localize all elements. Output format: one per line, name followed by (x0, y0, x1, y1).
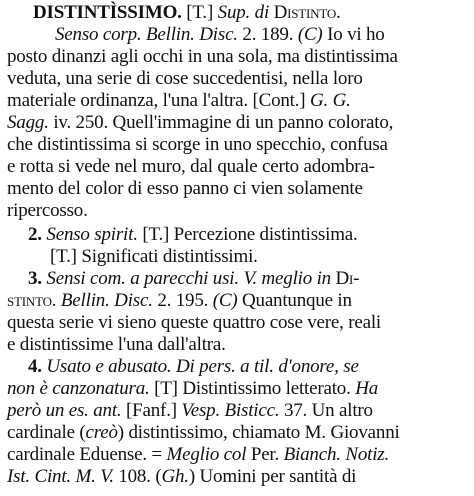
entry-line-18 (7, 378, 378, 400)
entry-line-3 (7, 46, 398, 68)
text-segment: posto dinanzi agli occhi in una sola, ma distintissima (7, 46, 398, 67)
text-segment: 2. 195. (152, 290, 213, 311)
text-segment: Vesp. Bisticc. (181, 400, 280, 421)
text-segment: . (51, 290, 61, 311)
text-segment: Distinto (273, 2, 337, 23)
text-segment: Ha (355, 378, 379, 399)
text-segment: Usato e abusato. Di pers. a til. d'onore, se (46, 356, 359, 377)
text-segment: Io vi ho (322, 24, 385, 45)
text-segment: e distintissime l'una dall'altra. (7, 334, 226, 355)
text-segment: iv. 250. Quell'immagine di un panno colorato, (48, 112, 394, 133)
entry-line-16 (7, 334, 226, 356)
text-segment: Senso spirit. (46, 224, 138, 245)
text-segment: ) distintissimo, chiamato M. Giovanni (117, 422, 400, 443)
text-segment: e rotta si vede nel muro, dal quale certo adombra- (7, 156, 375, 177)
text-segment: . (336, 2, 341, 23)
text-segment: veduta, una serie di cose succedentisi, nella loro (7, 68, 363, 89)
text-segment: creò (85, 422, 118, 443)
text-segment: però un es. ant. (7, 400, 122, 421)
text-segment: Gh. (161, 466, 189, 487)
text-segment: Sagg. (7, 112, 49, 133)
entry-line-10 (7, 200, 88, 222)
entry-line-19 (7, 400, 373, 422)
text-segment: questa serie vi sieno queste quattro cose vere, reali (7, 312, 382, 333)
text-segment: Sup. di (213, 2, 274, 23)
entry-line-8 (7, 156, 375, 178)
text-segment: materiale ordinanza, l'una l'altra. [Cont.] (7, 90, 310, 111)
entry-line-12 (50, 246, 258, 268)
text-segment: cardinale Eduense. = (7, 444, 167, 465)
text-segment: cardinale ( (7, 422, 86, 443)
entry-line-13 (28, 268, 359, 290)
text-segment: Senso corp. Bellin. Disc. (55, 24, 238, 45)
entry-line-5 (7, 90, 351, 112)
headword: DISTINTÌSSIMO. (33, 2, 182, 23)
entry-line-9 (7, 178, 363, 200)
section-number: 3. (28, 268, 47, 289)
entry-line-22 (7, 466, 356, 488)
text-segment: Quantunque in (237, 290, 352, 311)
entry-line-4 (7, 68, 363, 90)
text-segment: [T.] (186, 2, 214, 23)
text-segment: 37. Un altro (279, 400, 373, 421)
text-segment: 108. ( (113, 466, 162, 487)
text-segment: Sensi com. a parecchi usi. V. meglio in (46, 268, 331, 289)
text-segment: [T.] Significati distintissimi. (50, 246, 258, 267)
entry-line-7 (7, 134, 388, 156)
text-segment: (C) (297, 24, 323, 45)
text-segment: mento del color di esso panno ci vien solamente (7, 178, 363, 199)
text-segment: (C) (212, 290, 238, 311)
text-segment: [Fanf.] (121, 400, 182, 421)
text-segment: [T.] Percezione distintissima. (137, 224, 358, 245)
text-segment: G. G. (309, 90, 351, 111)
text-segment: 2. 189. (237, 24, 298, 45)
text-segment: Bellin. Disc. (60, 290, 153, 311)
text-segment: Ist. Cint. M. V. (7, 466, 114, 487)
entry-line-11 (28, 224, 358, 246)
text-segment: che distintissima si scorge in uno specchio, confusa (7, 134, 388, 155)
section-number: 2. (28, 224, 47, 245)
text-segment: [T] Distintissimo letterato. (149, 378, 356, 399)
text-segment: non è canzonatura. (7, 378, 150, 399)
entry-line-1 (33, 2, 341, 24)
text-segment: Per. (246, 444, 284, 465)
text-segment: Di- (330, 268, 360, 289)
entry-line-21 (7, 444, 389, 466)
text-segment: Meglio col (166, 444, 247, 465)
entry-line-6 (7, 112, 393, 134)
entry-line-14 (7, 290, 352, 312)
text-segment: Bianch. Notiz. (283, 444, 390, 465)
text-segment: stinto (7, 290, 52, 311)
entry-line-15 (7, 312, 381, 334)
text-segment: ) Uomini per santità di (188, 466, 357, 487)
text-segment: ripercosso. (7, 200, 88, 221)
entry-line-2 (55, 24, 385, 46)
entry-line-17 (28, 356, 359, 378)
section-number: 4. (28, 356, 47, 377)
entry-line-20 (7, 422, 400, 444)
